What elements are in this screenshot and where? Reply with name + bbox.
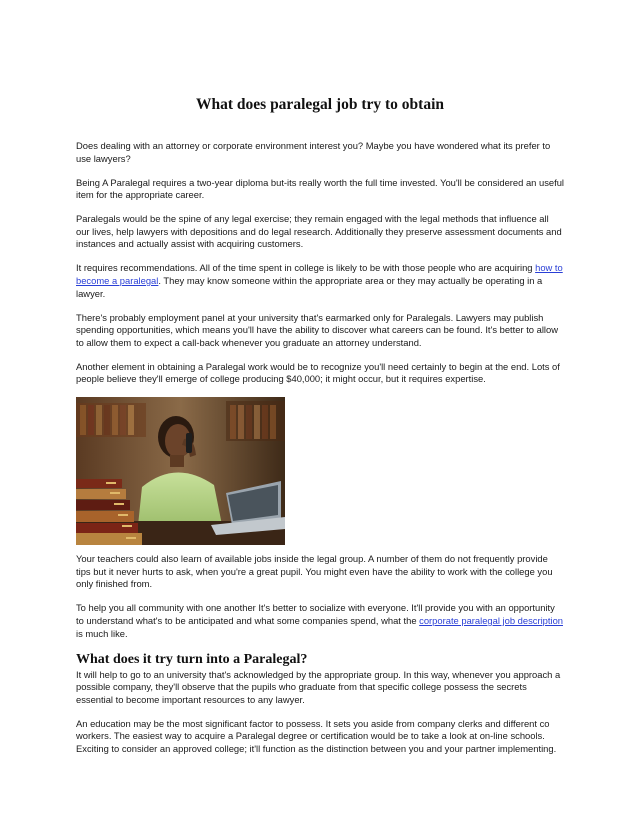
paragraph-5: There's probably employment panel at your university that's earmarked only for Paralegals. Lawyers may publish spending opportunities, which means you'll have the ability to discover what careers can be found. It's better to allow to allow them to expect a call-back whenever you graduate an attorney understand. xyxy=(76,311,558,348)
section-heading: What does it try turn into a Paralegal? xyxy=(76,651,308,667)
paragraph-2: Being A Paralegal requires a two-year diploma but-its really worth the full time invested. You'll be considered an useful item for the appropriate career. xyxy=(76,176,565,201)
paragraph-4-text-a: It requires recommendations. All of the time spent in college is likely to be with those people who are acquiring xyxy=(76,262,536,274)
paragraph-3: Paralegals would be the spine of any legal exercise; they remain engaged with the legal methods that influence all our lives, help lawyers with depositions and do legal research. Additionally they preserve assessment documents and instances and actually assist with acquiring customers. xyxy=(76,213,562,250)
woman-on-phone-with-law-books-photo xyxy=(76,397,285,545)
corporate-paralegal-job-description-link[interactable]: corporate paralegal job description xyxy=(419,615,563,627)
paragraph-1: Does dealing with an attorney or corporate environment interest you? Maybe you have wondered what its prefer to use lawyers? xyxy=(76,140,551,164)
paragraph-6: Another element in obtaining a Paralegal work would be to recognize you'll need certainly to begin at the end. Lots of people believe they'll emerge of college producing $40,000; it might occur, but it requires expertise. xyxy=(76,360,560,385)
paragraph-8-text-a: To help you all community with one another It's better to socialize with everyone. It'll provide you with an opportunity to understand what's to be anticipated and what some companies spend, what the xyxy=(76,602,555,627)
paragraph-10: An education may be the most significant factor to possess. It sets you aside from company clerks and different co workers. The easiest way to acquire a Paralegal degree or certification would be to take a look at on-line schools. Exciting to consider an approved college; it'll function as the distinction between you and your partner implementing. xyxy=(76,717,557,754)
paragraph-4 xyxy=(76,262,564,300)
how-to-become-paralegal-link[interactable]: how to become a paralegal xyxy=(76,262,563,286)
paragraph-8-text-b: is much like. xyxy=(76,627,128,639)
paragraph-9: It will help to go to an university that's acknowledged by the appropriate group. In this way, whenever you approach a possible company, they'll observe that the pupils who graduate from that specific college possess the secrets essential to become important resources to any lawyer. xyxy=(76,668,561,705)
paragraph-8 xyxy=(76,602,564,640)
page-title: What does paralegal job try to obtain xyxy=(196,96,444,113)
paragraph-4-text-b: . They may know someone within the appropriate area or they may actually be operating in a lawyer. xyxy=(76,274,543,299)
paragraph-7: Your teachers could also learn of available jobs inside the legal group. A number of them do not frequently provide tips but it never hurts to ask, when you're a great pupil. You might even have the ability to work with the college you only finished from. xyxy=(76,553,553,590)
